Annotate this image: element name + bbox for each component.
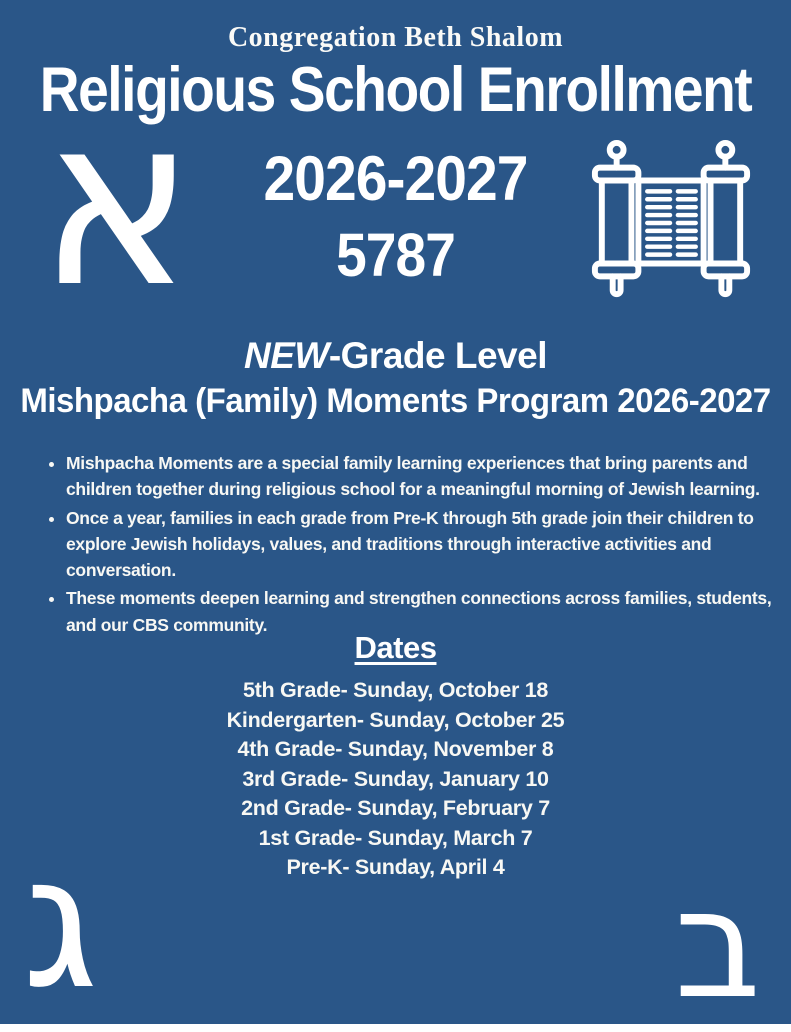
program-heading-line1 bbox=[0, 333, 791, 379]
program-heading-line2: Mishpacha (Family) Moments Program 2026-2027 bbox=[20, 382, 771, 421]
bullet-item: • Once a year, families in each grade from Pre-K through 5th grade join their children to explore Jewish holidays, values, and traditions through interactive activities and conversation. bbox=[66, 505, 778, 584]
org-name: Congregation Beth Shalom bbox=[227, 22, 564, 53]
bullet-item: • These moments deepen learning and strengthen connections across families, students, and our CBS community. bbox=[66, 585, 778, 638]
torah-scroll-icon bbox=[587, 136, 755, 313]
aleph-letter: א bbox=[38, 66, 196, 339]
date-item: 2nd Grade- Sunday, February 7 bbox=[241, 796, 550, 820]
grade-level-label: -Grade Level bbox=[328, 335, 547, 376]
new-label: NEW bbox=[244, 335, 329, 376]
date-item: Kindergarten- Sunday, October 25 bbox=[226, 707, 565, 732]
date-item: 3rd Grade- Sunday, January 10 bbox=[242, 766, 549, 791]
bullet-item: • Mishpacha Moments are a special family learning experiences that bring parents and children together during religious school for a meaningful morning of Jewish learning. bbox=[66, 450, 778, 503]
gimel-letter: ג bbox=[22, 814, 99, 1030]
date-item: 5th Grade- Sunday, October 18 bbox=[242, 678, 549, 702]
program-bullets bbox=[42, 450, 778, 640]
date-item: 4th Grade- Sunday, November 8 bbox=[237, 737, 554, 761]
dates-list bbox=[0, 676, 791, 883]
hebrew-year: 5787 bbox=[336, 221, 455, 290]
school-year: 2026-2027 bbox=[263, 143, 528, 214]
dates-heading: Dates bbox=[354, 630, 437, 665]
page-title: Religious School Enrollment bbox=[39, 55, 752, 126]
bet-letter: ב bbox=[674, 858, 761, 1032]
program-heading bbox=[0, 333, 791, 423]
date-item: Pre-K- Sunday, April 4 bbox=[286, 855, 505, 879]
date-item: 1st Grade- Sunday, March 7 bbox=[258, 825, 533, 850]
